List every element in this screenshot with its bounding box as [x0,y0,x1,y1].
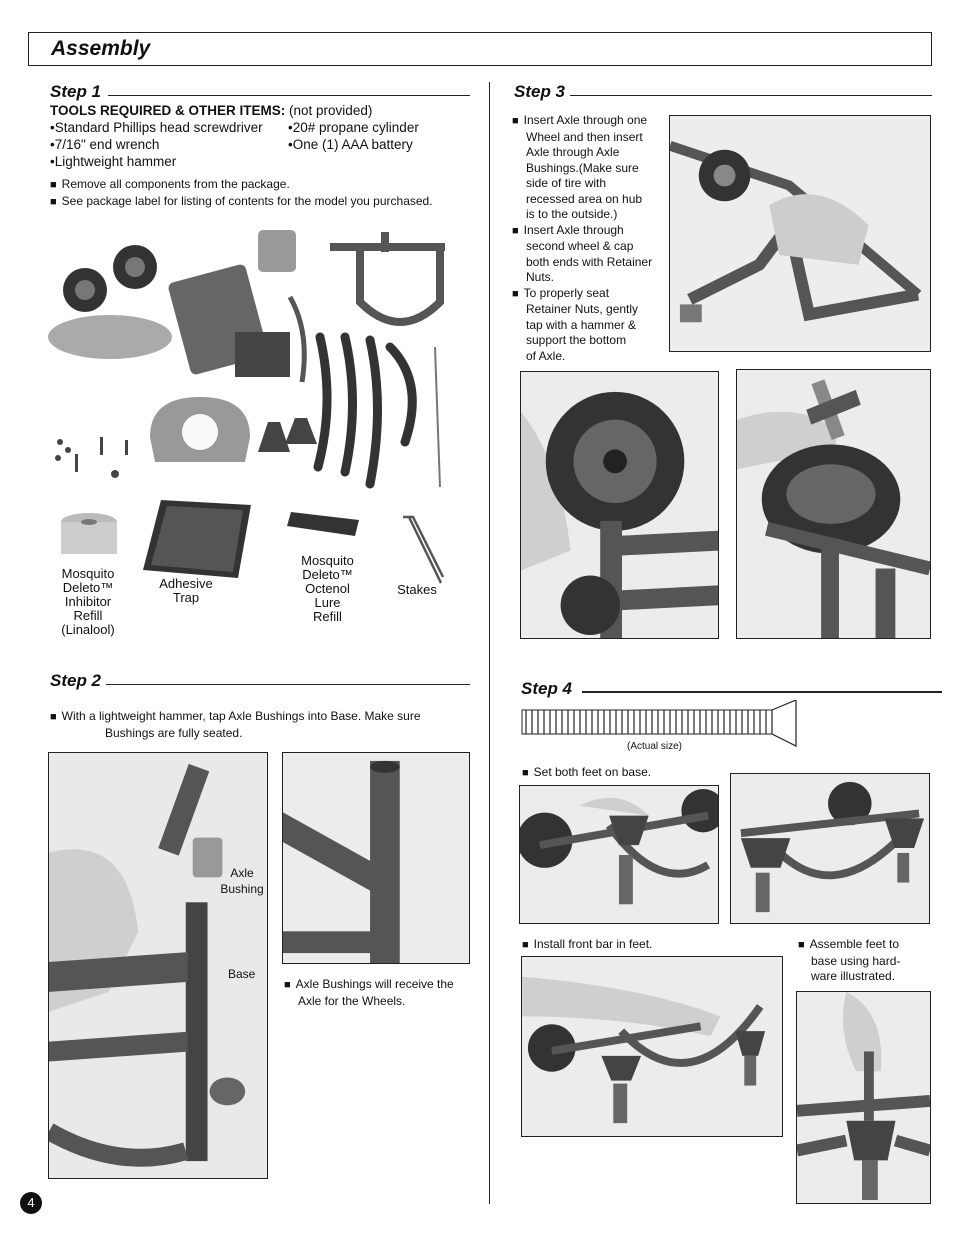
stakes-image [395,515,445,585]
step4-rule [582,691,942,693]
step2-closeup-photo [282,752,470,964]
tube-icon [318,337,412,484]
step3-title: Step 3 [514,82,566,101]
cover-bag-icon [48,315,172,359]
tools-note: (not provided) [289,103,373,118]
step3-bullet-2: ■ Insert Axle through second wheel & cap both ends with Retainer Nuts. [512,223,667,286]
step4-title: Step 4 [521,679,573,698]
step3-bullet-1: ■ Insert Axle through one Wheel and then insert Axle through Axle Bushings.(Make sure side of tire with recessed area on hub is to the outside.) [512,113,667,223]
step3-bullet-3: ■ To properly seat Retainer Nuts, gently tap with a hammer & support the bottom of Axle. [512,286,667,365]
hose-icon [290,297,304,382]
step3-hammer-wheel-photo [736,369,931,639]
stake-wire-icon [435,347,440,487]
tools-list-col1 [50,119,290,170]
step3-rule [570,95,932,96]
canister-icon [258,230,296,272]
tool-item: •Lightweight hammer [50,154,177,169]
adhesive-trap-label: Adhesive Trap [159,576,213,605]
actual-size-label: (Actual size) [627,741,683,752]
tools-label: TOOLS REQUIRED & OTHER ITEMS: [50,103,286,118]
instruction-item: ■ See package label for listing of contents for the model you purchased. [50,194,480,211]
step3-axle-photo [669,115,931,352]
tools-list-col2 [288,119,478,153]
trap-body-icon [167,263,290,377]
assemble-feet-instruction: ■ Assemble feet to base using hard- ware illustrated. [798,937,938,985]
step4-front-bar-photo [521,956,783,1137]
section-header [28,32,932,66]
inhibitor-refill-image [58,510,120,560]
tool-item: •Standard Phillips head screwdriver [50,120,263,135]
tool-item: •20# propane cylinder [288,120,419,135]
frame-icon [330,232,445,322]
step2-instruction: ■ With a lightweight hammer, tap Axle Bushings into Base. Make sure Bushings are fully seated. [50,709,480,741]
step1-rule [108,95,470,96]
tool-item: •7/16" end wrench [50,137,160,152]
axle-bushing-callout: Axle Bushing [220,866,264,896]
page-number: 4 [20,1192,42,1214]
step3-wheel-photo [520,371,719,639]
tool-item: •One (1) AAA battery [288,137,413,152]
octenol-lure-image [285,508,365,538]
instruction-item: ■ Remove all components from the package. [50,177,480,194]
step4-screwdriver-photo [796,991,931,1204]
step1-instructions [50,177,480,210]
step2-rule [106,684,470,685]
column-divider [489,82,490,1204]
octenol-lure-label: Mosquito Deleto™ Octenol Lure Refill [301,553,354,624]
inhibitor-refill-label: Mosquito Deleto™ Inhibitor Refill (Linalool) [61,566,115,637]
wheel-icon [63,245,157,312]
install-front-bar-instruction: ■ Install front bar in feet. [522,937,652,954]
step2-title: Step 2 [50,671,102,690]
base-callout: Base [228,967,256,981]
step2-hammer-photo [48,752,268,1179]
step3-instructions [512,113,667,364]
step4-feet-photo-2 [730,773,930,924]
stakes-label: Stakes [397,582,437,597]
step1-title: Step 1 [50,82,102,101]
set-feet-instruction: ■ Set both feet on base. [522,765,651,782]
parts-illustration [40,222,480,512]
tools-required [50,102,480,119]
section-title: Assembly [51,37,151,60]
step4-feet-photo-1 [519,785,719,924]
foot-icon [258,422,290,452]
hardware-icon [55,437,128,478]
axle-bushing-note: ■ Axle Bushings will receive the Axle for the Wheels. [284,977,474,1009]
adhesive-trap-image [143,500,251,578]
foot-icon [285,418,317,444]
